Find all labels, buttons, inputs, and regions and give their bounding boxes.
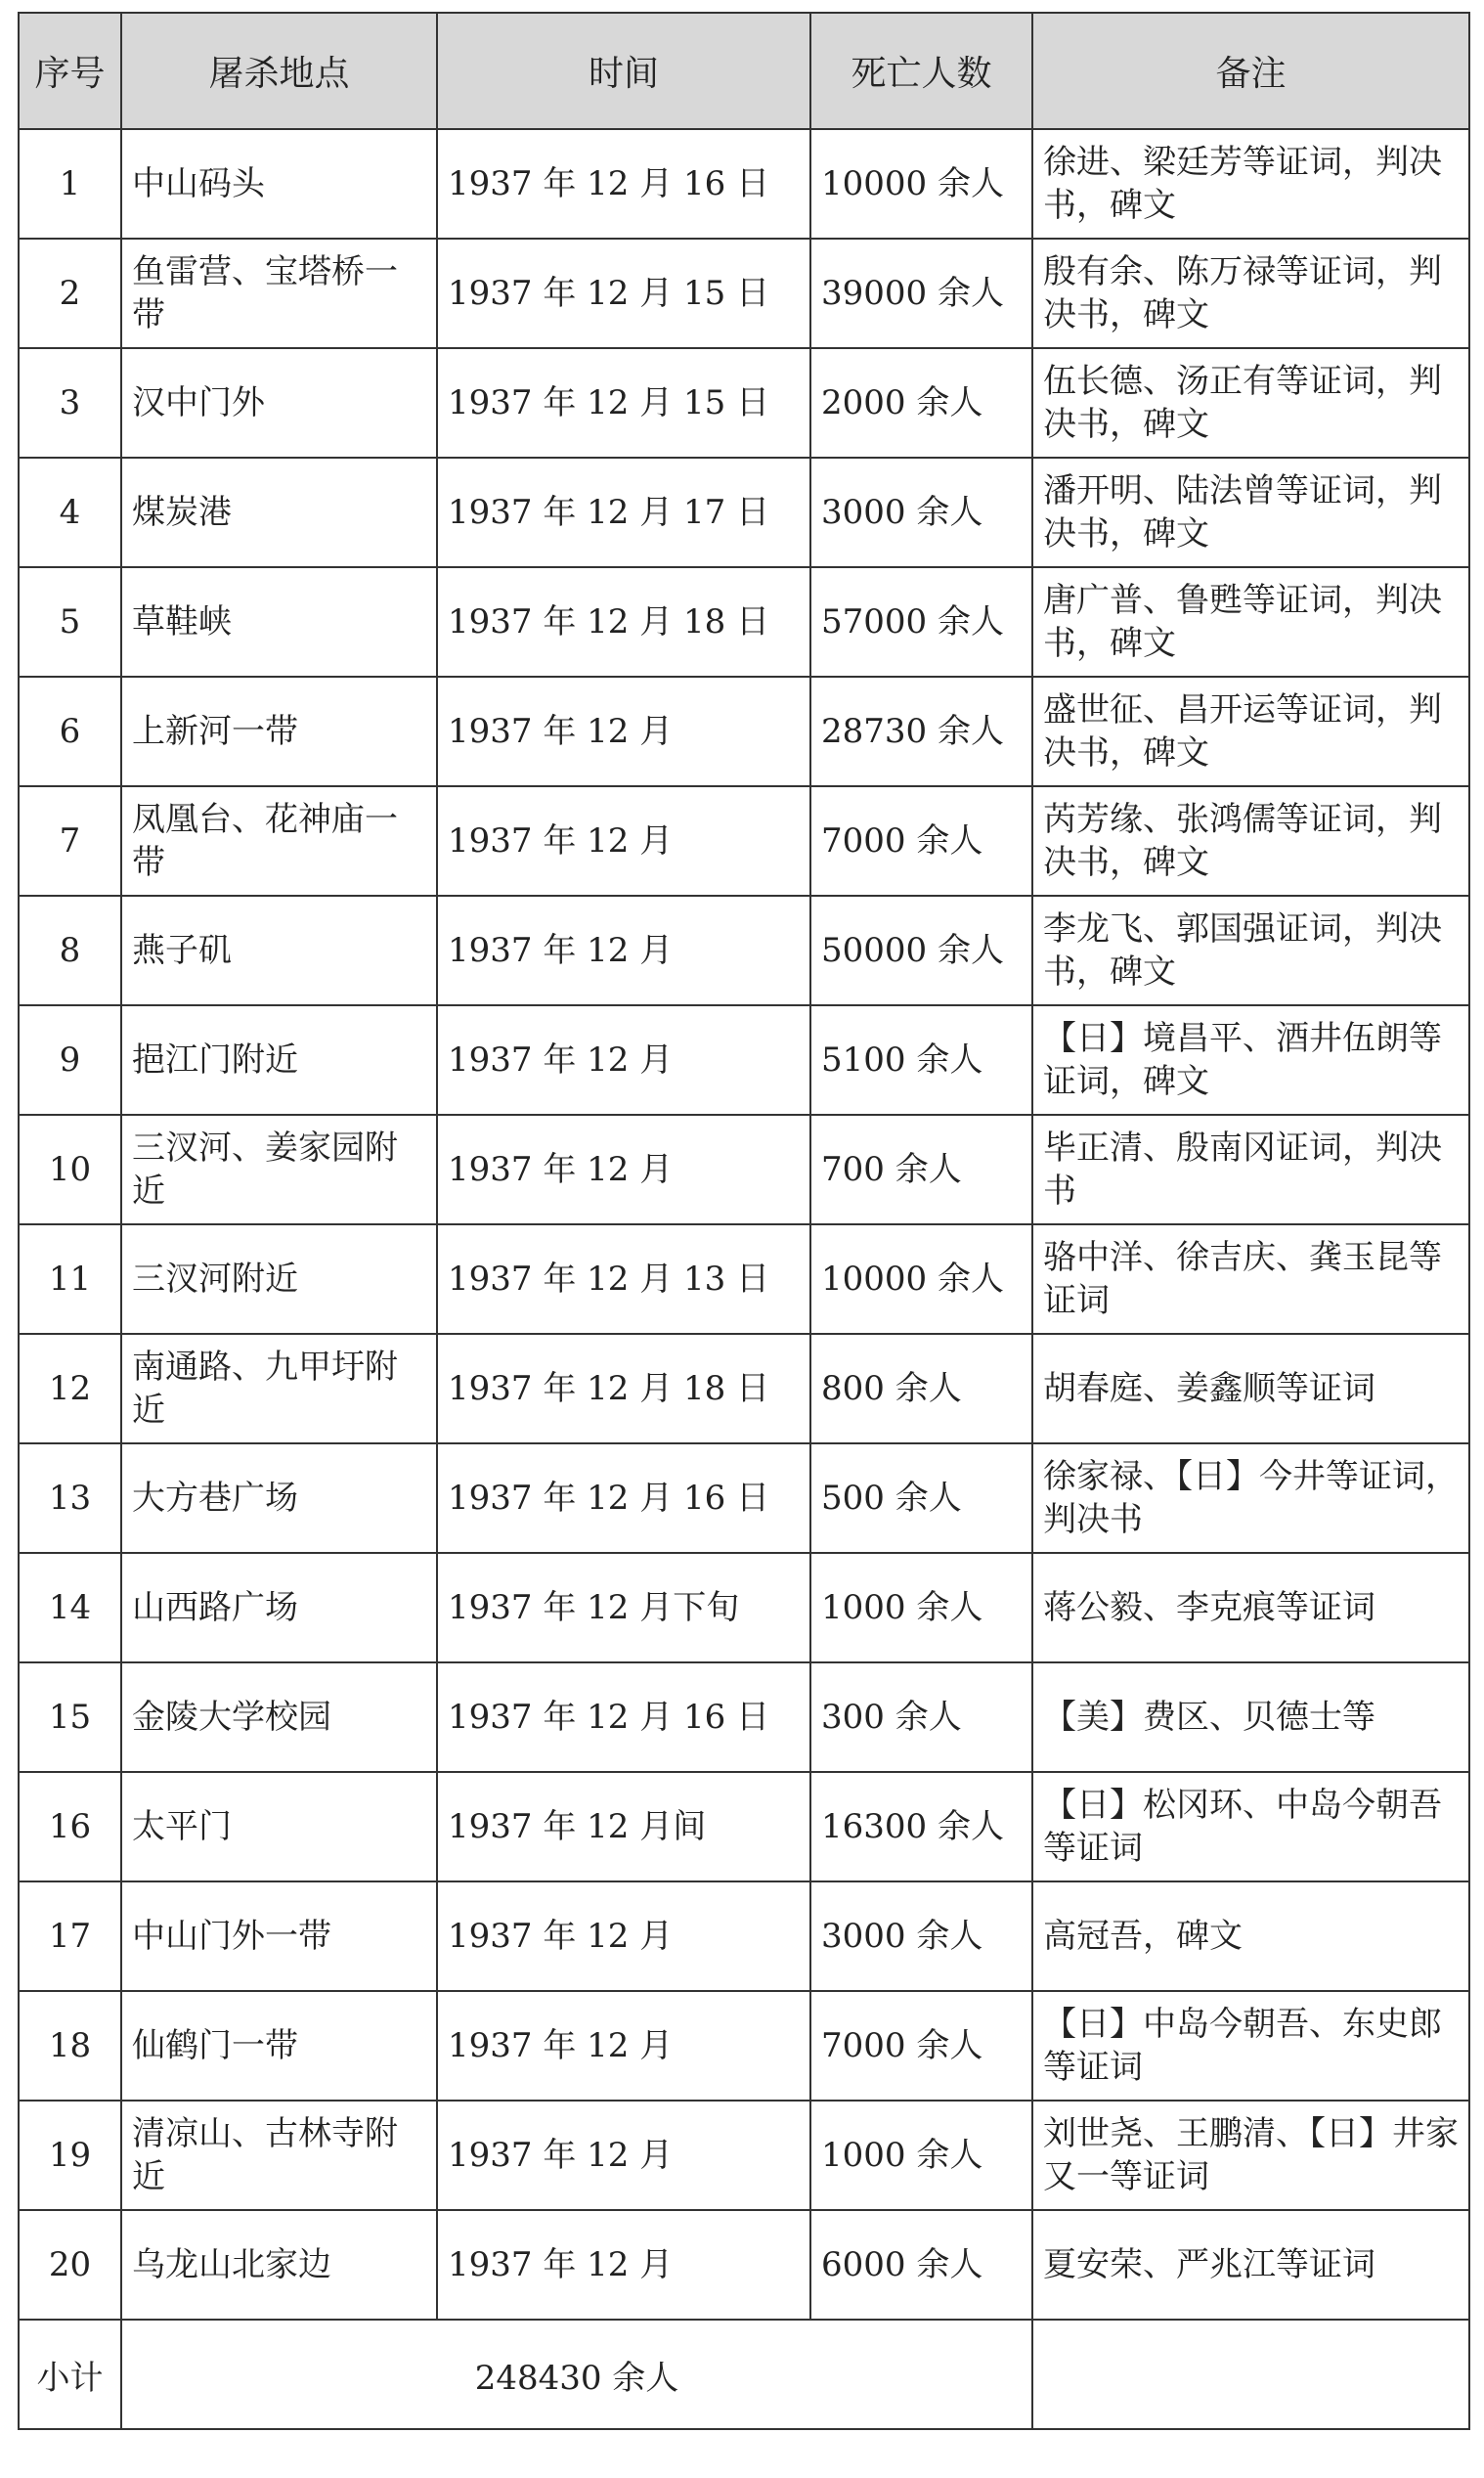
cell-no: 3 [19, 348, 121, 458]
header-deaths: 死亡人数 [810, 13, 1032, 129]
subtotal-row [19, 2320, 1469, 2429]
cell-place: 汉中门外 [121, 348, 437, 458]
cell-no: 4 [19, 458, 121, 567]
cell-time: 1937 年 12 月 [437, 1881, 810, 1991]
cell-time: 1937 年 12 月 18 日 [437, 567, 810, 677]
cell-time: 1937 年 12 月 [437, 1991, 810, 2101]
cell-place: 煤炭港 [121, 458, 437, 567]
table-row [19, 1115, 1469, 1224]
cell-place: 上新河一带 [121, 677, 437, 786]
cell-note: 高冠吾，碑文 [1032, 1881, 1469, 1991]
cell-deaths: 3000 余人 [810, 458, 1032, 567]
cell-deaths: 5100 余人 [810, 1005, 1032, 1115]
cell-no: 12 [19, 1334, 121, 1443]
table-footer [19, 2320, 1469, 2429]
cell-note: 殷有余、陈万禄等证词，判决书，碑文 [1032, 239, 1469, 348]
cell-note: 夏安荣、严兆江等证词 [1032, 2210, 1469, 2320]
table-row [19, 1991, 1469, 2101]
cell-place: 太平门 [121, 1772, 437, 1881]
cell-place: 仙鹤门一带 [121, 1991, 437, 2101]
cell-no: 15 [19, 1662, 121, 1772]
cell-note: 毕正清、殷南冈证词，判决书 [1032, 1115, 1469, 1224]
table-row [19, 458, 1469, 567]
subtotal-value: 248430 余人 [121, 2320, 1032, 2429]
header-time: 时间 [437, 13, 810, 129]
cell-deaths: 700 余人 [810, 1115, 1032, 1224]
cell-note: 伍长德、汤正有等证词，判决书，碑文 [1032, 348, 1469, 458]
subtotal-label: 小计 [19, 2320, 121, 2429]
cell-no: 5 [19, 567, 121, 677]
cell-time: 1937 年 12 月 15 日 [437, 239, 810, 348]
cell-time: 1937 年 12 月 [437, 896, 810, 1005]
cell-no: 9 [19, 1005, 121, 1115]
cell-no: 13 [19, 1443, 121, 1553]
header-note: 备注 [1032, 13, 1469, 129]
cell-place: 凤凰台、花神庙一带 [121, 786, 437, 896]
cell-no: 17 [19, 1881, 121, 1991]
cell-time: 1937 年 12 月 [437, 1005, 810, 1115]
cell-deaths: 800 余人 [810, 1334, 1032, 1443]
table-row [19, 348, 1469, 458]
cell-deaths: 39000 余人 [810, 239, 1032, 348]
cell-place: 燕子矶 [121, 896, 437, 1005]
cell-place: 金陵大学校园 [121, 1662, 437, 1772]
cell-no: 8 [19, 896, 121, 1005]
cell-place: 山西路广场 [121, 1553, 437, 1662]
cell-no: 10 [19, 1115, 121, 1224]
massacre-table-container [18, 12, 1468, 2430]
cell-place: 南通路、九甲圩附近 [121, 1334, 437, 1443]
cell-deaths: 50000 余人 [810, 896, 1032, 1005]
table-row [19, 1224, 1469, 1334]
cell-time: 1937 年 12 月 17 日 [437, 458, 810, 567]
cell-note: 刘世尧、王鹏清、【日】井家又一等证词 [1032, 2101, 1469, 2210]
cell-no: 14 [19, 1553, 121, 1662]
cell-deaths: 10000 余人 [810, 1224, 1032, 1334]
cell-deaths: 2000 余人 [810, 348, 1032, 458]
cell-time: 1937 年 12 月 16 日 [437, 129, 810, 239]
cell-deaths: 6000 余人 [810, 2210, 1032, 2320]
cell-no: 18 [19, 1991, 121, 2101]
cell-note: 唐广普、鲁甦等证词，判决书，碑文 [1032, 567, 1469, 677]
massacre-table [18, 12, 1470, 2430]
cell-note: 骆中洋、徐吉庆、龚玉昆等证词 [1032, 1224, 1469, 1334]
cell-deaths: 1000 余人 [810, 2101, 1032, 2210]
cell-note: 潘开明、陆法曾等证词，判决书，碑文 [1032, 458, 1469, 567]
cell-place: 大方巷广场 [121, 1443, 437, 1553]
cell-time: 1937 年 12 月 [437, 677, 810, 786]
cell-time: 1937 年 12 月 16 日 [437, 1443, 810, 1553]
header-place: 屠杀地点 [121, 13, 437, 129]
cell-note: 【日】松冈环、中岛今朝吾等证词 [1032, 1772, 1469, 1881]
cell-no: 11 [19, 1224, 121, 1334]
table-row [19, 677, 1469, 786]
cell-time: 1937 年 12 月 [437, 2210, 810, 2320]
cell-no: 1 [19, 129, 121, 239]
table-row [19, 1443, 1469, 1553]
cell-place: 三汊河附近 [121, 1224, 437, 1334]
cell-time: 1937 年 12 月 18 日 [437, 1334, 810, 1443]
cell-deaths: 1000 余人 [810, 1553, 1032, 1662]
table-row [19, 2210, 1469, 2320]
cell-no: 2 [19, 239, 121, 348]
header-no: 序号 [19, 13, 121, 129]
table-row [19, 1005, 1469, 1115]
cell-note: 李龙飞、郭国强证词，判决书，碑文 [1032, 896, 1469, 1005]
cell-time: 1937 年 12 月 16 日 [437, 1662, 810, 1772]
table-body [19, 129, 1469, 2320]
table-row [19, 1662, 1469, 1772]
cell-note: 【日】中岛今朝吾、东史郎等证词 [1032, 1991, 1469, 2101]
cell-place: 草鞋峡 [121, 567, 437, 677]
table-row [19, 1881, 1469, 1991]
table-row [19, 786, 1469, 896]
cell-time: 1937 年 12 月下旬 [437, 1553, 810, 1662]
cell-note: 蒋公毅、李克痕等证词 [1032, 1553, 1469, 1662]
cell-place: 中山门外一带 [121, 1881, 437, 1991]
cell-time: 1937 年 12 月 15 日 [437, 348, 810, 458]
cell-no: 16 [19, 1772, 121, 1881]
cell-note: 芮芳缘、张鸿儒等证词，判决书，碑文 [1032, 786, 1469, 896]
cell-place: 鱼雷营、宝塔桥一带 [121, 239, 437, 348]
header-row [19, 13, 1469, 129]
table-row [19, 1772, 1469, 1881]
table-row [19, 1553, 1469, 1662]
cell-deaths: 7000 余人 [810, 786, 1032, 896]
cell-no: 6 [19, 677, 121, 786]
cell-deaths: 500 余人 [810, 1443, 1032, 1553]
table-row [19, 2101, 1469, 2210]
table-row [19, 129, 1469, 239]
cell-place: 乌龙山北家边 [121, 2210, 437, 2320]
cell-note: 胡春庭、姜鑫顺等证词 [1032, 1334, 1469, 1443]
cell-deaths: 7000 余人 [810, 1991, 1032, 2101]
cell-time: 1937 年 12 月 [437, 1115, 810, 1224]
cell-no: 7 [19, 786, 121, 896]
cell-no: 20 [19, 2210, 121, 2320]
cell-place: 中山码头 [121, 129, 437, 239]
cell-place: 清凉山、古林寺附近 [121, 2101, 437, 2210]
cell-deaths: 57000 余人 [810, 567, 1032, 677]
table-row [19, 567, 1469, 677]
cell-deaths: 300 余人 [810, 1662, 1032, 1772]
cell-place: 挹江门附近 [121, 1005, 437, 1115]
cell-note: 徐进、梁廷芳等证词，判决书，碑文 [1032, 129, 1469, 239]
cell-deaths: 3000 余人 [810, 1881, 1032, 1991]
cell-time: 1937 年 12 月间 [437, 1772, 810, 1881]
table-row [19, 1334, 1469, 1443]
cell-no: 19 [19, 2101, 121, 2210]
cell-time: 1937 年 12 月 [437, 2101, 810, 2210]
cell-note: 盛世征、昌开运等证词，判决书，碑文 [1032, 677, 1469, 786]
cell-note: 徐家禄、【日】今井等证词，判决书 [1032, 1443, 1469, 1553]
table-header [19, 13, 1469, 129]
cell-time: 1937 年 12 月 13 日 [437, 1224, 810, 1334]
cell-deaths: 10000 余人 [810, 129, 1032, 239]
cell-deaths: 16300 余人 [810, 1772, 1032, 1881]
table-row [19, 896, 1469, 1005]
cell-time: 1937 年 12 月 [437, 786, 810, 896]
subtotal-note [1032, 2320, 1469, 2429]
cell-place: 三汊河、姜家园附近 [121, 1115, 437, 1224]
table-row [19, 239, 1469, 348]
cell-note: 【美】费区、贝德士等 [1032, 1662, 1469, 1772]
cell-deaths: 28730 余人 [810, 677, 1032, 786]
cell-note: 【日】境昌平、酒井伍朗等证词，碑文 [1032, 1005, 1469, 1115]
